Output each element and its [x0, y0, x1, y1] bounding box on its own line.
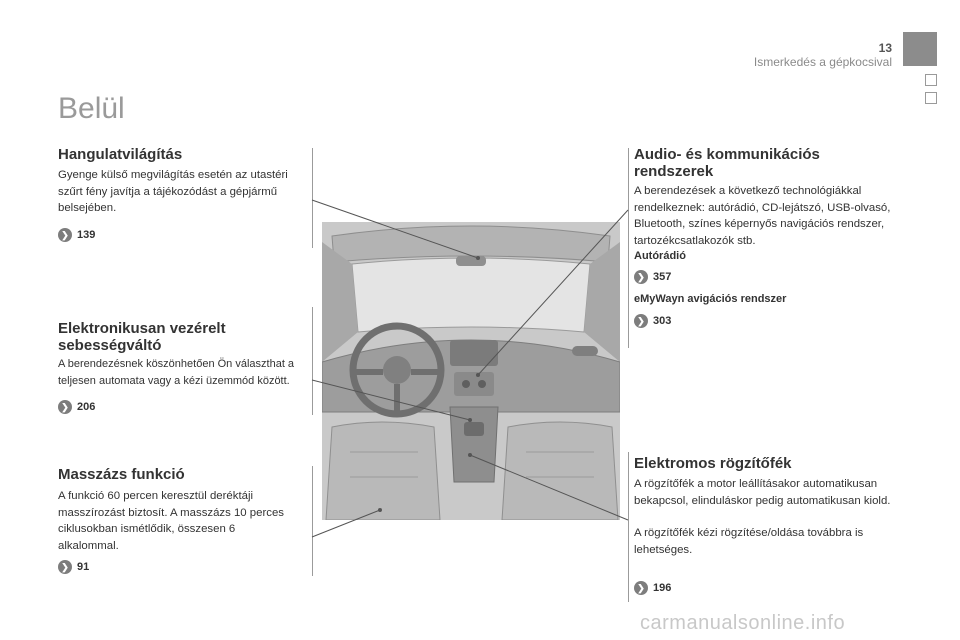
section-text-audio: A berendezések a következő technológiákkal rendelkeznek: autórádió, CD-lejátszó, USB-olvasó, Bluetooth, színes képernyős navigációs rendszer, tartozékcsatlakozók stb. — [634, 185, 891, 247]
chevron-right-circle-icon: ❯ — [634, 581, 648, 595]
chapter-title: Ismerkedés a gépkocsival — [753, 55, 892, 69]
chevron-right-circle-icon: ❯ — [58, 228, 72, 242]
column-divider — [628, 452, 629, 602]
page-ref-gearbox[interactable] — [58, 400, 95, 414]
section-text-massage: A funkció 60 percen keresztül deréktáji masszírozást biztosít. A masszázs 10 perces ciklusokban ismétlődik, összesen 6 alkalommal. — [58, 490, 284, 552]
section-text-parking-brake-2: A rögzítőfék kézi rögzítése/oldása továbbra is lehetséges. — [634, 527, 864, 556]
section-text-parking-brake-1: A rögzítőfék a motor leállításakor automatikusan bekapcsol, elinduláskor pedig automatikusan kiold. — [634, 478, 891, 507]
section-title-ambient: Hangulatvilágítás — [58, 146, 183, 163]
page-ref-number: 196 — [653, 582, 672, 594]
section-title-parking-brake: Elektromos rögzítőfék — [634, 455, 792, 472]
page-ref-number: 357 — [653, 271, 672, 283]
page-number: 13 — [878, 41, 892, 55]
car-interior-illustration — [322, 222, 620, 520]
column-divider — [312, 466, 313, 576]
page-ref-massage[interactable] — [58, 560, 89, 574]
page-ref-number: 91 — [77, 561, 90, 573]
chevron-right-circle-icon: ❯ — [634, 270, 648, 284]
page-ref-number: 139 — [77, 229, 96, 241]
section-title-gearbox: Elektronikusan vezérelt sebességváltó — [58, 320, 226, 354]
column-divider — [312, 148, 313, 248]
watermark: carmanualsonline.info — [640, 612, 846, 634]
page-ref-parking-brake[interactable] — [634, 581, 671, 595]
chevron-right-circle-icon: ❯ — [634, 314, 648, 328]
page-ref-ambient[interactable] — [58, 228, 95, 242]
section-title-massage: Masszázs funkció — [58, 466, 185, 483]
page-ref-number: 206 — [77, 401, 96, 413]
column-divider — [312, 307, 313, 415]
page-ref-navigation[interactable] — [634, 314, 671, 328]
chevron-right-circle-icon: ❯ — [58, 400, 72, 414]
page-ref-radio[interactable] — [634, 270, 671, 284]
page-ref-number: 303 — [653, 315, 672, 327]
section-text-gearbox: A berendezésnek köszönhetően Ön választhat a teljesen automata vagy a kézi üzemmód között. — [58, 358, 295, 387]
sub-label-radio: Autórádió — [634, 250, 686, 262]
sub-label-navigation: eMyWayn avigációs rendszer — [634, 293, 787, 305]
chapter-tab-active — [903, 32, 937, 66]
section-text-ambient: Gyenge külső megvilágítás esetén az utastéri szűrt fény javítja a tájékozódást a gépjármű belsejében. — [58, 169, 288, 214]
chapter-tab-square — [925, 74, 937, 86]
page-title: Belül — [58, 92, 125, 125]
section-title-audio: Audio- és kommunikációs rendszerek — [634, 146, 820, 180]
column-divider — [628, 148, 629, 348]
chapter-tab-square — [925, 92, 937, 104]
chevron-right-circle-icon: ❯ — [58, 560, 72, 574]
